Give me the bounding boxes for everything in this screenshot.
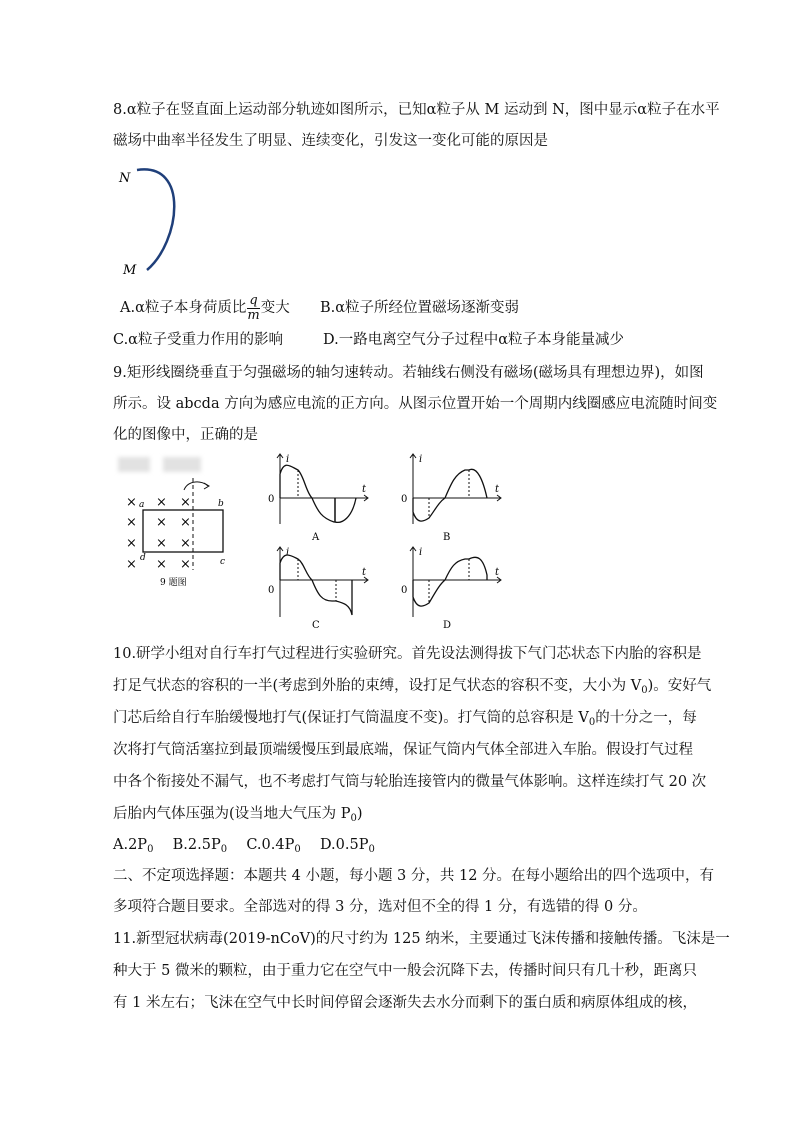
corner-label-b: b bbox=[218, 499, 224, 509]
section2-heading-line1: 二、不定项选择题：本题共 4 小题，每小题 3 分，共 12 分。在每小题给出的四个选项中，有 bbox=[113, 868, 715, 884]
svg-text:×: × bbox=[180, 536, 191, 551]
q10-text-line5: 中各个衔接处不漏气，也不考虑打气筒与轮胎连接管内的微量气体影响。这样连续打气 20 次 bbox=[113, 774, 707, 790]
q10-text-line1: 10.研学小组对自行车打气过程进行实验研究。首先设法测得拔下气门芯状态下内胎的容积是 bbox=[113, 646, 702, 662]
current-curve bbox=[413, 469, 487, 521]
graph-label-d: D bbox=[443, 620, 452, 630]
svg-text:t: t bbox=[495, 484, 500, 495]
svg-text:i: i bbox=[286, 547, 290, 558]
svg-text:×: × bbox=[156, 536, 167, 551]
q8-trajectory-figure bbox=[115, 162, 195, 282]
q10-option-c: $C.0.4P_0$ bbox=[246, 837, 301, 855]
q9-text-line1: 9.矩形线圈绕垂直于匀强磁场的轴匀速转动。若轴线右侧没有磁场(磁场具有理想边界)，如图 bbox=[113, 365, 704, 381]
current-curve bbox=[413, 557, 487, 606]
q9-graph-d bbox=[393, 545, 508, 630]
q11-text-line1: 11.新型冠状病毒(2019-nCoV)的尺寸约为 125 纳米，主要通过飞沫传播和接触传播。飞沫是一 bbox=[113, 931, 730, 947]
svg-text:i: i bbox=[419, 547, 423, 558]
graph-label-b: B bbox=[443, 532, 451, 543]
q9-graph-a bbox=[260, 452, 375, 547]
q10-line3-post: 的十分之一，每 bbox=[595, 710, 697, 726]
q10-line3-pre: 门芯后给自行车胎缓慢地打气(保证打气筒温度不变)。打气筒的总容积是 V bbox=[113, 710, 589, 726]
svg-text:×: × bbox=[126, 557, 137, 572]
q8-text-line1: 8.α粒子在竖直面上运动部分轨迹如图所示，已知α粒子从 M 运动到 N，图中显示α粒子在水平 bbox=[113, 102, 720, 118]
q10-line2-post: )。安好气 bbox=[647, 678, 712, 694]
point-label-M: M bbox=[123, 263, 137, 278]
svg-text:×: × bbox=[180, 515, 191, 530]
svg-text:t: t bbox=[362, 484, 367, 495]
q10-text-line6 bbox=[113, 804, 363, 826]
subscript-zero: 0 bbox=[350, 813, 357, 824]
corner-label-a: a bbox=[139, 500, 145, 510]
subscript-zero: 0 bbox=[641, 685, 648, 696]
q9-graph-c bbox=[260, 545, 375, 630]
fraction-numerator: q bbox=[249, 292, 258, 308]
q9-coil-figure bbox=[118, 470, 238, 590]
svg-text:×: × bbox=[180, 557, 191, 572]
q10-line6-post: ) bbox=[356, 806, 363, 822]
current-curve bbox=[280, 555, 352, 615]
corner-label-c: c bbox=[220, 557, 226, 567]
q10-option-b: $B.2.5P_0$ bbox=[172, 837, 228, 855]
svg-text:i: i bbox=[419, 454, 423, 465]
svg-text:×: × bbox=[126, 536, 137, 551]
q10-option-a: $A.2P_0$ bbox=[113, 837, 154, 855]
charge-mass-fraction bbox=[247, 294, 259, 323]
q8-option-a-pre: A.α粒子本身荷质比 bbox=[120, 300, 247, 316]
q10-line6-pre: 后胎内气体压强为(设当地大气压为 P bbox=[113, 806, 351, 822]
q11-text-line2: 种大于 5 微米的颗粒，由于重力它在空气中一般会沉降下去，传播时间只有几十秒，距离只 bbox=[113, 963, 697, 979]
svg-text:t: t bbox=[362, 567, 367, 578]
svg-text:0: 0 bbox=[401, 585, 408, 596]
q8-text-line2: 磁场中曲率半径发生了明显、连续变化，引发这一变化可能的原因是 bbox=[113, 133, 548, 149]
graph-label-c: C bbox=[312, 620, 320, 630]
q10-text-line4: 次将打气筒活塞拉到最顶端缓慢压到最底端，保证气筒内气体全部进入车胎。假设打气过程 bbox=[113, 742, 693, 758]
svg-text:0: 0 bbox=[268, 585, 275, 596]
q8-option-row1 bbox=[120, 292, 290, 324]
svg-text:×: × bbox=[156, 495, 167, 510]
q9-text-line2: 所示。设 abcda 方向为感应电流的正方向。从图示位置开始一个周期内线圈感应电流随时间变 bbox=[113, 396, 718, 412]
q11-text-line3: 有 1 米左右；飞沫在空气中长时间停留会逐渐失去水分而剩下的蛋白质和病原体组成的核， bbox=[113, 995, 697, 1011]
svg-text:×: × bbox=[156, 515, 167, 530]
q10-text-line2 bbox=[113, 676, 711, 698]
q10-option-d: $D.0.5P_0$ bbox=[319, 837, 375, 855]
q8-option-b: B.α粒子所经位置磁场逐渐变弱 bbox=[320, 300, 520, 316]
svg-text:×: × bbox=[126, 515, 137, 530]
q9-graph-b bbox=[393, 452, 508, 547]
svg-text:i: i bbox=[286, 454, 290, 465]
point-label-N: N bbox=[119, 171, 131, 186]
svg-text:0: 0 bbox=[268, 494, 275, 505]
svg-text:×: × bbox=[156, 557, 167, 572]
q8-option-a-post: 变大 bbox=[260, 300, 290, 316]
corner-label-d: d bbox=[140, 553, 146, 563]
fraction-denominator: m bbox=[247, 307, 260, 323]
figure-caption: 9 题图 bbox=[160, 578, 187, 588]
subscript-zero: 0 bbox=[588, 717, 596, 728]
graph-label-a: A bbox=[312, 532, 320, 543]
svg-text:×: × bbox=[126, 495, 137, 510]
current-curve bbox=[280, 465, 335, 522]
svg-text:×: × bbox=[180, 495, 191, 510]
q10-text-line3 bbox=[113, 708, 697, 730]
svg-text:t: t bbox=[495, 567, 500, 578]
trajectory-arc bbox=[137, 169, 174, 270]
q8-option-d: D.一路电离空气分子过程中α粒子本身能量减少 bbox=[323, 332, 625, 348]
svg-text:0: 0 bbox=[401, 494, 408, 505]
q9-text-line3: 化的图像中，正确的是 bbox=[113, 427, 258, 443]
q10-line2-pre: 打足气状态的容积的一半(考虑到外胎的束缚，设打足气状态的容积不变，大小为 V bbox=[113, 678, 642, 694]
q10-options bbox=[113, 835, 375, 857]
section2-heading-line2: 多项符合题目要求。全部选对的得 3 分，选对但不全的得 1 分，有选错的得 0 分。 bbox=[113, 899, 647, 915]
q8-option-c: C.α粒子受重力作用的影响 bbox=[113, 332, 283, 348]
